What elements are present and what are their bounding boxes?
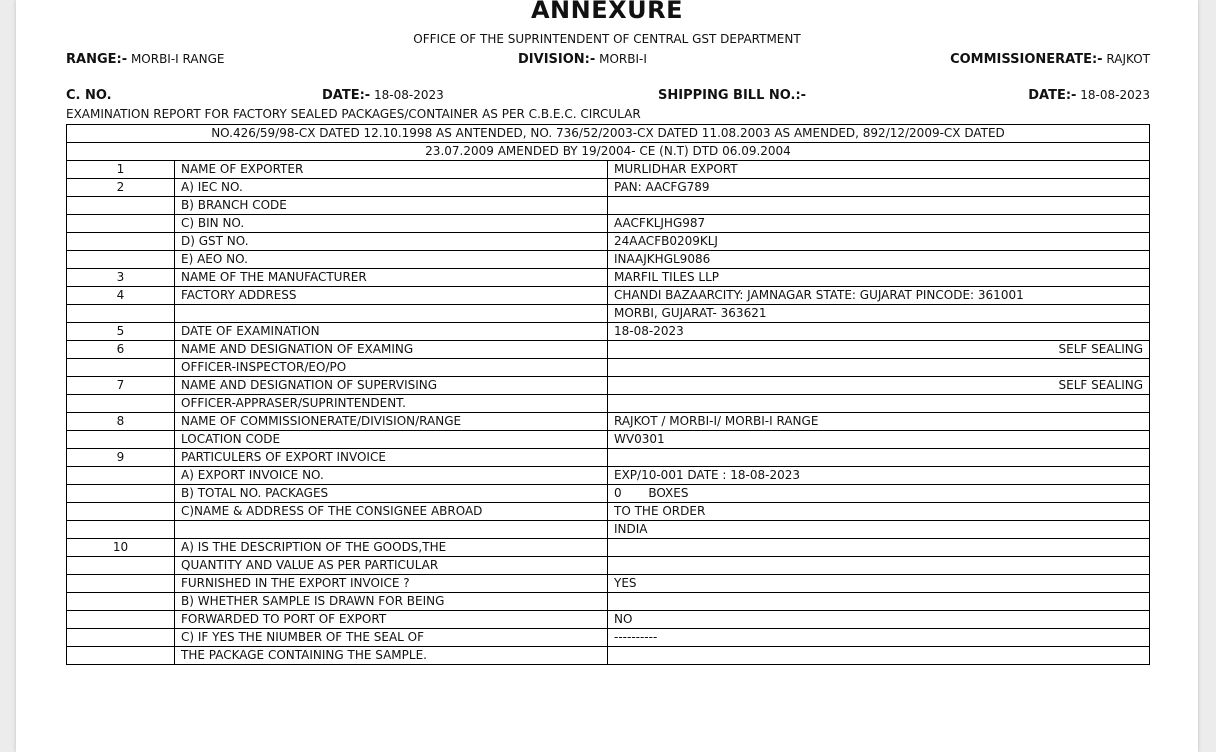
row-number: [67, 611, 175, 629]
row-value: 0 BOXES: [608, 485, 1150, 503]
row-label: THE PACKAGE CONTAINING THE SAMPLE.: [175, 647, 608, 665]
row-label: LOCATION CODE: [175, 431, 608, 449]
row-value: INAAJKHGL9086: [608, 251, 1150, 269]
row-value: RAJKOT / MORBI-I/ MORBI-I RANGE: [608, 413, 1150, 431]
table-row: [67, 305, 1150, 323]
row-label: NAME OF THE MANUFACTURER: [175, 269, 608, 287]
row-label: B) BRANCH CODE: [175, 197, 608, 215]
row-label: NAME OF EXPORTER: [175, 161, 608, 179]
row-value: PAN: AACFG789: [608, 179, 1150, 197]
range-field: [66, 52, 224, 67]
date2-value: 18-08-2023: [1080, 88, 1150, 102]
row-number: 2: [67, 179, 175, 197]
row-number: [67, 251, 175, 269]
division-field: [518, 52, 647, 67]
row-value: [608, 539, 1150, 557]
row-label: NAME AND DESIGNATION OF SUPERVISING: [175, 377, 608, 395]
row-value: NO: [608, 611, 1150, 629]
row-value: WV0301: [608, 431, 1150, 449]
row-number: [67, 305, 175, 323]
table-row: [67, 557, 1150, 575]
row-label: A) EXPORT INVOICE NO.: [175, 467, 608, 485]
table-row: [67, 341, 1150, 359]
circular-line: EXAMINATION REPORT FOR FACTORY SEALED PACKAGES/CONTAINER AS PER C.B.E.C. CIRCULAR: [66, 107, 641, 121]
row-label: FACTORY ADDRESS: [175, 287, 608, 305]
row-number: [67, 467, 175, 485]
table-row: [67, 611, 1150, 629]
table-row: [67, 593, 1150, 611]
row-label: C) BIN NO.: [175, 215, 608, 233]
table-row: [67, 413, 1150, 431]
shipping-bill-field: [658, 88, 806, 103]
table-row: [67, 287, 1150, 305]
row-value: TO THE ORDER: [608, 503, 1150, 521]
table-row: [67, 575, 1150, 593]
date1-label: DATE:-: [322, 88, 371, 103]
row-value: CHANDI BAZAARCITY: JAMNAGAR STATE: GUJARAT PINCODE: 361001: [608, 287, 1150, 305]
row-number: [67, 485, 175, 503]
row-number: [67, 629, 175, 647]
examination-table: [66, 124, 1150, 665]
row-number: 1: [67, 161, 175, 179]
range-label: RANGE:-: [66, 52, 128, 67]
row-label: OFFICER-APPRASER/SUPRINTENDENT.: [175, 395, 608, 413]
commissionerate-label: COMMISSIONERATE:-: [950, 52, 1103, 67]
table-row: [67, 629, 1150, 647]
row-number: [67, 359, 175, 377]
date2-label: DATE:-: [1028, 88, 1077, 103]
range-value: MORBI-I RANGE: [130, 52, 225, 66]
row-number: [67, 233, 175, 251]
row-value: MARFIL TILES LLP: [608, 269, 1150, 287]
table-row: [67, 431, 1150, 449]
table-header-row: [67, 143, 1150, 161]
table-header-line-1: NO.426/59/98-CX DATED 12.10.1998 AS ANTENDED, NO. 736/52/2003-CX DATED 11.08.2003 AS AMENDED, 892/12/2009-CX DATED: [67, 125, 1150, 143]
table-row: [67, 467, 1150, 485]
row-label: NAME OF COMMISSIONERATE/DIVISION/RANGE: [175, 413, 608, 431]
table-row: [67, 269, 1150, 287]
table-row: [67, 197, 1150, 215]
row-value: AACFKLJHG987: [608, 215, 1150, 233]
commissionerate-field: [950, 52, 1150, 67]
row-label: E) AEO NO.: [175, 251, 608, 269]
row-number: [67, 557, 175, 575]
row-value: ----------: [608, 629, 1150, 647]
table-row: [67, 485, 1150, 503]
row-number: [67, 575, 175, 593]
row-label: B) TOTAL NO. PACKAGES: [175, 485, 608, 503]
row-label: DATE OF EXAMINATION: [175, 323, 608, 341]
row-label: D) GST NO.: [175, 233, 608, 251]
row-value: [608, 647, 1150, 665]
row-value: [608, 557, 1150, 575]
row-label: QUANTITY AND VALUE AS PER PARTICULAR: [175, 557, 608, 575]
table-header-row: [67, 125, 1150, 143]
row-number: 7: [67, 377, 175, 395]
row-number: 10: [67, 539, 175, 557]
row-label: A) IS THE DESCRIPTION OF THE GOODS,THE: [175, 539, 608, 557]
row-value: SELF SEALING: [608, 341, 1150, 359]
row-number: [67, 395, 175, 413]
cno-label: C. NO.: [66, 88, 112, 103]
row-number: [67, 593, 175, 611]
table-row: [67, 377, 1150, 395]
row-label: FURNISHED IN THE EXPORT INVOICE ?: [175, 575, 608, 593]
division-value: MORBI-I: [599, 52, 647, 66]
table-row: [67, 449, 1150, 467]
date2-field: [1028, 88, 1150, 103]
row-number: [67, 647, 175, 665]
row-label: OFFICER-INSPECTOR/EO/PO: [175, 359, 608, 377]
office-line: OFFICE OF THE SUPRINTENDENT OF CENTRAL GST DEPARTMENT: [413, 32, 801, 46]
commissionerate-value: RAJKOT: [1106, 52, 1150, 66]
row-number: 8: [67, 413, 175, 431]
date1-field: [322, 88, 444, 103]
row-value: 24AACFB0209KLJ: [608, 233, 1150, 251]
row-value: [608, 449, 1150, 467]
table-row: [67, 179, 1150, 197]
table-row: [67, 161, 1150, 179]
date1-value: 18-08-2023: [374, 88, 444, 102]
row-value: EXP/10-001 DATE : 18-08-2023: [608, 467, 1150, 485]
row-label: PARTICULERS OF EXPORT INVOICE: [175, 449, 608, 467]
row-value: MURLIDHAR EXPORT: [608, 161, 1150, 179]
row-label: [175, 305, 608, 323]
table-row: [67, 395, 1150, 413]
table-row: [67, 359, 1150, 377]
row-value: [608, 197, 1150, 215]
cno-field: [66, 88, 112, 103]
row-number: [67, 197, 175, 215]
row-number: [67, 431, 175, 449]
row-value: [608, 593, 1150, 611]
row-label: NAME AND DESIGNATION OF EXAMING: [175, 341, 608, 359]
row-number: 5: [67, 323, 175, 341]
document-page: [16, 0, 1198, 752]
row-number: [67, 521, 175, 539]
table-row: [67, 215, 1150, 233]
row-number: 6: [67, 341, 175, 359]
row-label: A) IEC NO.: [175, 179, 608, 197]
row-label: [175, 521, 608, 539]
table-row: [67, 233, 1150, 251]
shipping-bill-label: SHIPPING BILL NO.:-: [658, 88, 807, 103]
table-row: [67, 539, 1150, 557]
row-value: YES: [608, 575, 1150, 593]
table-row: [67, 521, 1150, 539]
row-label: C)NAME & ADDRESS OF THE CONSIGNEE ABROAD: [175, 503, 608, 521]
row-number: 4: [67, 287, 175, 305]
table-row: [67, 251, 1150, 269]
row-number: 9: [67, 449, 175, 467]
row-number: [67, 503, 175, 521]
row-number: 3: [67, 269, 175, 287]
row-value: 18-08-2023: [608, 323, 1150, 341]
row-value: SELF SEALING: [608, 377, 1150, 395]
table-row: [67, 503, 1150, 521]
row-label: FORWARDED TO PORT OF EXPORT: [175, 611, 608, 629]
row-value: INDIA: [608, 521, 1150, 539]
row-label: C) IF YES THE NIUMBER OF THE SEAL OF: [175, 629, 608, 647]
row-label: B) WHETHER SAMPLE IS DRAWN FOR BEING: [175, 593, 608, 611]
row-value: MORBI, GUJARAT- 363621: [608, 305, 1150, 323]
row-value: [608, 359, 1150, 377]
table-row: [67, 647, 1150, 665]
row-value: [608, 395, 1150, 413]
page-title: ANNEXURE: [530, 0, 683, 24]
row-number: [67, 215, 175, 233]
table-header-line-2: 23.07.2009 AMENDED BY 19/2004- CE (N.T) DTD 06.09.2004: [67, 143, 1150, 161]
table-row: [67, 323, 1150, 341]
division-label: DIVISION:-: [518, 52, 596, 67]
